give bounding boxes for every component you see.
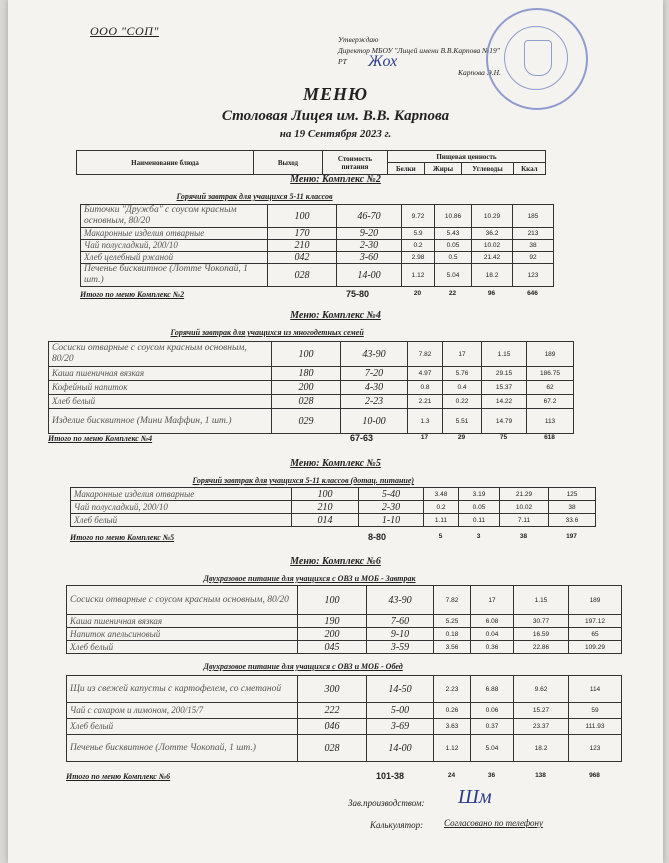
dish-zhiry: 0.5 — [435, 252, 472, 264]
dish-kkal: 67.2 — [527, 395, 574, 409]
total-k: 618 — [544, 434, 555, 441]
section-title: Меню: Комплекс №4 — [290, 310, 381, 321]
total-label: Итого по меню Комплекс №2 — [80, 290, 185, 299]
dish-cost: 3-69 — [367, 719, 434, 735]
table-row — [67, 586, 622, 615]
dish-name: Чай полусладкий, 200/10 — [81, 240, 268, 252]
dish-belki: 5.9 — [402, 228, 435, 240]
col-zhiry-header: Жиры — [424, 163, 462, 175]
dish-name: Биточки "Дружба" с соусом красным основным, 80/20 — [81, 205, 268, 228]
dish-cost: 9-20 — [337, 228, 402, 240]
dish-name: Каша пшеничная вязкая — [67, 615, 298, 628]
section-title: Меню: Комплекс №6 — [290, 556, 381, 567]
table-row — [49, 395, 574, 409]
dish-output: 045 — [298, 641, 367, 654]
dish-table — [80, 204, 554, 287]
dish-name: Изделие бисквитное (Мини Маффин, 1 шт.) — [49, 409, 272, 434]
dish-output: 180 — [272, 367, 341, 381]
dish-name: Хлеб целебный ржаной — [81, 252, 268, 264]
dish-cost: 14-00 — [337, 264, 402, 287]
dish-kkal: 111.93 — [569, 719, 622, 735]
dish-zhiry: 0.06 — [471, 703, 514, 719]
dish-name: Напиток апельсиновый — [67, 628, 298, 641]
dish-output: 200 — [272, 381, 341, 395]
dish-name: Макаронные изделия отварные — [81, 228, 268, 240]
dish-zhiry: 17 — [471, 586, 514, 615]
dish-zhiry: 0.05 — [435, 240, 472, 252]
dish-belki: 0.2 — [424, 501, 459, 514]
dish-belki: 2.98 — [402, 252, 435, 264]
table-row — [81, 205, 554, 228]
dish-kkal: 123 — [513, 264, 554, 287]
dish-output: 046 — [298, 719, 367, 735]
table-row — [81, 228, 554, 240]
total-label: Итого по меню Комплекс №4 — [48, 434, 153, 443]
dish-uglevody: 1.15 — [482, 342, 527, 367]
total-b: 20 — [413, 290, 422, 297]
dish-belki: 1.12 — [402, 264, 435, 287]
dish-zhiry: 5.76 — [443, 367, 482, 381]
dish-cost: 1-10 — [359, 514, 424, 527]
total-u: 138 — [535, 772, 546, 779]
dish-kkal: 189 — [527, 342, 574, 367]
dish-uglevody: 7.11 — [500, 514, 549, 527]
dish-zhiry: 0.37 — [471, 719, 514, 735]
dish-uglevody: 14.22 — [482, 395, 527, 409]
dish-output: 210 — [268, 240, 337, 252]
approval-line2: Директор МБОУ "Лицей имени В.В.Карпова №19" — [338, 46, 500, 55]
total-b: 17 — [420, 434, 429, 441]
kalk-label: Калькулятор: — [370, 820, 424, 830]
dish-uglevody: 14.79 — [482, 409, 527, 434]
zav-label: Зав.производством: — [348, 798, 425, 808]
table-row — [67, 703, 622, 719]
menu-title: МЕНЮ — [302, 84, 369, 104]
col-name-header: Наименование блюда — [77, 151, 254, 175]
table-row — [67, 676, 622, 703]
section-subtitle: Горячий завтрак для учащихся 5-11 классов — [176, 192, 333, 201]
menu-sheet — [8, 0, 663, 863]
table-row — [71, 514, 596, 527]
dish-belki: 4.97 — [408, 367, 443, 381]
total-k: 646 — [527, 290, 538, 297]
dish-belki: 3.56 — [434, 641, 471, 654]
dish-uglevody: 18.2 — [472, 264, 513, 287]
dish-uglevody: 23.37 — [514, 719, 569, 735]
total-label: Итого по меню Комплекс №5 — [70, 533, 175, 542]
approval-line3: РТ — [338, 57, 347, 66]
dish-name: Кофейный напиток — [49, 381, 272, 395]
col-uglevody-header: Углеводы — [462, 163, 513, 175]
section-title: Меню: Комплекс №2 — [290, 174, 381, 185]
dish-belki: 2.21 — [408, 395, 443, 409]
dish-output: 222 — [298, 703, 367, 719]
dish-belki: 1.11 — [424, 514, 459, 527]
dish-uglevody: 21.29 — [500, 488, 549, 501]
dish-name: Хлеб белый — [49, 395, 272, 409]
dish-name: Хлеб белый — [67, 719, 298, 735]
canteen-name: Столовая Лицея им. В.В. Карпова — [221, 108, 450, 124]
section-subtitle-2: Двухразовое питание для учащихся с ОВЗ и МОБ - Обед — [203, 662, 403, 671]
dish-belki: 9.72 — [402, 205, 435, 228]
dish-zhiry: 0.4 — [443, 381, 482, 395]
dish-output: 028 — [272, 395, 341, 409]
dish-uglevody: 30.77 — [514, 615, 569, 628]
dish-name: Щи из свежей капусты с картофелем, со сметаной — [67, 676, 298, 703]
director-signature: Жох — [368, 53, 398, 70]
dish-name: Хлеб белый — [67, 641, 298, 654]
total-u: 75 — [499, 434, 508, 441]
dish-cost: 46-70 — [337, 205, 402, 228]
dish-kkal: 59 — [569, 703, 622, 719]
dish-name: Макаронные изделия отварные — [71, 488, 292, 501]
dish-zhiry: 5.04 — [435, 264, 472, 287]
col-output-header: Выход — [254, 151, 323, 175]
dish-belki: 7.82 — [408, 342, 443, 367]
dish-zhiry: 0.05 — [459, 501, 500, 514]
dish-cost: 3-59 — [367, 641, 434, 654]
dish-output: 014 — [292, 514, 359, 527]
col-nutrition-header: Пищевая ценность — [388, 151, 546, 163]
dish-output: 210 — [292, 501, 359, 514]
dish-uglevody: 9.62 — [514, 676, 569, 703]
dish-uglevody: 10.02 — [472, 240, 513, 252]
dish-cost: 14-50 — [367, 676, 434, 703]
dish-belki: 2.23 — [434, 676, 471, 703]
table-row — [67, 615, 622, 628]
table-row — [49, 381, 574, 395]
dish-uglevody: 18.2 — [514, 735, 569, 762]
dish-cost: 43-90 — [341, 342, 408, 367]
dish-uglevody: 1.15 — [514, 586, 569, 615]
dish-kkal: 185 — [513, 205, 554, 228]
dish-zhiry: 5.04 — [471, 735, 514, 762]
col-cost-header: Стоимость питания — [323, 151, 388, 175]
dish-name: Сосиски отварные с соусом красным основным, 80/20 — [49, 342, 272, 367]
dish-uglevody: 36.2 — [472, 228, 513, 240]
dish-uglevody: 15.37 — [482, 381, 527, 395]
dish-belki: 0.18 — [434, 628, 471, 641]
table-row — [67, 719, 622, 735]
dish-cost: 10-00 — [341, 409, 408, 434]
total-u: 96 — [487, 290, 496, 297]
zav-signature: Шм — [458, 786, 492, 808]
dish-zhiry: 5.43 — [435, 228, 472, 240]
dish-kkal: 92 — [513, 252, 554, 264]
dish-cost: 7-20 — [341, 367, 408, 381]
dish-output: 300 — [298, 676, 367, 703]
dish-kkal: 125 — [549, 488, 596, 501]
dish-output: 100 — [298, 586, 367, 615]
dish-name: Сосиски отварные с соусом красным основным, 80/20 — [67, 586, 298, 615]
dish-table — [70, 487, 596, 527]
dish-belki: 0.2 — [402, 240, 435, 252]
table-row — [67, 628, 622, 641]
total-u: 38 — [519, 533, 528, 540]
dish-uglevody: 29.15 — [482, 367, 527, 381]
dish-zhiry: 5.51 — [443, 409, 482, 434]
total-k: 197 — [566, 533, 577, 540]
dish-name: Хлеб белый — [71, 514, 292, 527]
dish-kkal: 62 — [527, 381, 574, 395]
section-subtitle: Двухразовое питание для учащихся с ОВЗ и МОБ - Завтрак — [203, 574, 416, 583]
dish-output: 100 — [272, 342, 341, 367]
dish-cost: 9-10 — [367, 628, 434, 641]
total-b: 5 — [438, 533, 443, 540]
dish-kkal: 114 — [569, 676, 622, 703]
dish-belki: 0.8 — [408, 381, 443, 395]
table-row — [81, 252, 554, 264]
dish-zhiry: 0.22 — [443, 395, 482, 409]
approval-name: Карпова Э.Н. — [458, 68, 501, 77]
total-cost: 67-63 — [350, 433, 374, 443]
menu-date: на 19 Сентября 2023 г. — [279, 128, 392, 140]
section-title: Меню: Комплекс №5 — [290, 458, 381, 469]
total-cost: 75-80 — [346, 289, 370, 299]
dish-kkal: 33.6 — [549, 514, 596, 527]
dish-table — [66, 585, 622, 654]
dish-zhiry: 0.36 — [471, 641, 514, 654]
table-row — [67, 735, 622, 762]
dish-name: Печенье бисквитное (Лотте Чокопай, 1 шт.) — [81, 264, 268, 287]
dish-zhiry: 6.08 — [471, 615, 514, 628]
table-row — [71, 488, 596, 501]
total-z: 36 — [487, 772, 496, 779]
total-k: 968 — [589, 772, 600, 779]
header-table — [76, 150, 546, 175]
dish-belki: 3.63 — [434, 719, 471, 735]
dish-table — [66, 675, 622, 762]
dish-output: 028 — [268, 264, 337, 287]
dish-cost: 43-90 — [367, 586, 434, 615]
dish-zhiry: 17 — [443, 342, 482, 367]
dish-name: Чай полусладкий, 200/10 — [71, 501, 292, 514]
dish-kkal: 113 — [527, 409, 574, 434]
dish-zhiry: 3.19 — [459, 488, 500, 501]
total-cost: 8-80 — [368, 532, 387, 542]
kalk-agreed: Согласовано по телефону — [444, 818, 543, 828]
total-b: 24 — [447, 772, 456, 779]
dish-name: Каша пшеничная вязкая — [49, 367, 272, 381]
table-row — [71, 501, 596, 514]
total-label: Итого по меню Комплекс №6 — [66, 772, 171, 781]
dish-cost: 2-30 — [359, 501, 424, 514]
dish-zhiry: 0.11 — [459, 514, 500, 527]
dish-kkal: 38 — [513, 240, 554, 252]
section-subtitle: Горячий завтрак для учащихся 5-11 классов (дотац. питание) — [192, 476, 415, 485]
dish-output: 200 — [298, 628, 367, 641]
dish-output: 028 — [298, 735, 367, 762]
col-kkal-header: Ккал — [513, 163, 545, 175]
dish-belki: 1.3 — [408, 409, 443, 434]
dish-output: 170 — [268, 228, 337, 240]
section-subtitle: Горячий завтрак для учащихся из многодетных семей — [170, 328, 364, 337]
dish-uglevody: 22.86 — [514, 641, 569, 654]
dish-kkal: 197.12 — [569, 615, 622, 628]
dish-kkal: 123 — [569, 735, 622, 762]
dish-kkal: 109.29 — [569, 641, 622, 654]
dish-uglevody: 10.02 — [500, 501, 549, 514]
dish-cost: 4-30 — [341, 381, 408, 395]
dish-output: 190 — [298, 615, 367, 628]
table-row — [81, 240, 554, 252]
total-z: 3 — [476, 533, 481, 540]
org-name: ООО "СОП" — [90, 24, 159, 38]
dish-belki: 0.26 — [434, 703, 471, 719]
dish-output: 029 — [272, 409, 341, 434]
dish-kkal: 65 — [569, 628, 622, 641]
dish-kkal: 186.75 — [527, 367, 574, 381]
dish-name: Печенье бисквитное (Лотте Чокопай, 1 шт.) — [67, 735, 298, 762]
dish-cost: 5-40 — [359, 488, 424, 501]
approval-line1: Утверждаю — [338, 35, 379, 44]
dish-cost: 2-23 — [341, 395, 408, 409]
dish-uglevody: 21.42 — [472, 252, 513, 264]
dish-zhiry: 6.88 — [471, 676, 514, 703]
table-row — [49, 409, 574, 434]
dish-output: 100 — [292, 488, 359, 501]
dish-output: 042 — [268, 252, 337, 264]
dish-cost: 5-00 — [367, 703, 434, 719]
table-row — [49, 342, 574, 367]
total-z: 22 — [448, 290, 457, 297]
dish-zhiry: 0.04 — [471, 628, 514, 641]
dish-cost: 3-60 — [337, 252, 402, 264]
dish-kkal: 189 — [569, 586, 622, 615]
dish-belki: 3.48 — [424, 488, 459, 501]
total-cost: 101-38 — [376, 771, 405, 781]
dish-cost: 14-00 — [367, 735, 434, 762]
dish-zhiry: 10.86 — [435, 205, 472, 228]
table-row — [49, 367, 574, 381]
dish-cost: 7-60 — [367, 615, 434, 628]
table-row — [81, 264, 554, 287]
dish-output: 100 — [268, 205, 337, 228]
dish-table — [48, 341, 574, 434]
dish-uglevody: 15.27 — [514, 703, 569, 719]
dish-kkal: 213 — [513, 228, 554, 240]
dish-cost: 2-30 — [337, 240, 402, 252]
dish-belki: 7.82 — [434, 586, 471, 615]
dish-kkal: 38 — [549, 501, 596, 514]
col-belki-header: Белки — [388, 163, 425, 175]
dish-name: Чай с сахаром и лимоном, 200/15/7 — [67, 703, 298, 719]
dish-belki: 5.25 — [434, 615, 471, 628]
table-row — [67, 641, 622, 654]
dish-uglevody: 10.29 — [472, 205, 513, 228]
dish-uglevody: 16.59 — [514, 628, 569, 641]
total-z: 29 — [457, 434, 466, 441]
dish-belki: 1.12 — [434, 735, 471, 762]
